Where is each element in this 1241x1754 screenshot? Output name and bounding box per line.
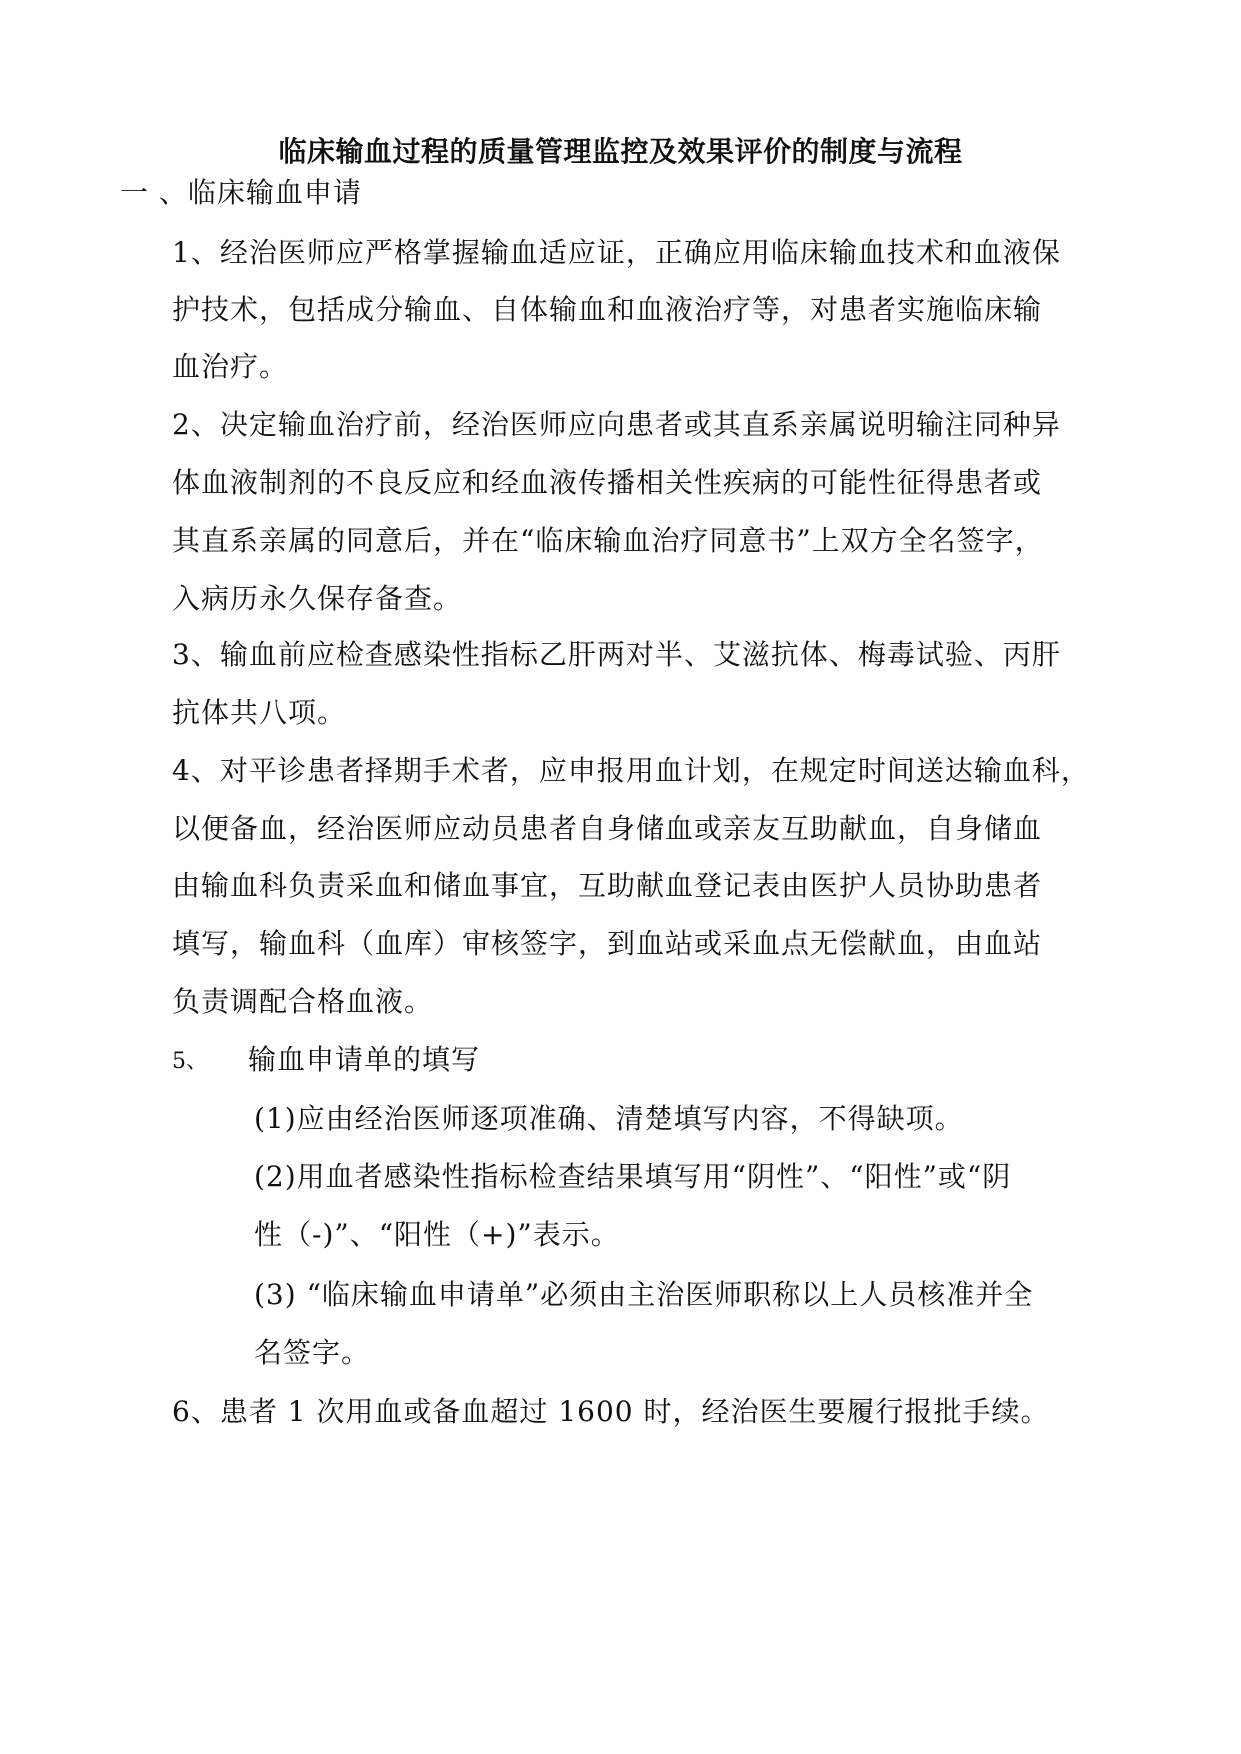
item-3-line-1: 3、输血前应检查感染性指标乙肝两对半、艾滋抗体、梅毒试验、丙肝 — [172, 638, 1061, 671]
item-4-line-3: 由输血科负责采血和储血事宜，互助献血登记表由医护人员协助患者 — [172, 869, 1043, 902]
item-4-line-5: 负责调配合格血液。 — [172, 985, 434, 1018]
item-2-line-1: 2、决定输血治疗前，经治医师应向患者或其直系亲属说明输注同种异 — [172, 408, 1061, 441]
item-1-line-3: 血治疗。 — [172, 350, 289, 383]
item-4-line-1: 4、对平诊患者择期手术者，应申报用血计划，在规定时间送达输血科， — [172, 754, 1090, 787]
item-5-number: 5、 — [172, 1049, 208, 1074]
item-5-sub-1: (1)应由经治医师逐项准确、清楚填写内容，不得缺项。 — [254, 1102, 964, 1135]
item-1-line-1: 1、经治医师应严格掌握输血适应证，正确应用临床输血技术和血液保 — [172, 236, 1061, 269]
item-3-line-2: 抗体共八项。 — [172, 696, 347, 729]
section-heading: 一 、临床输血申请 — [120, 176, 362, 209]
item-5-sub-2-line-2: 性（-)”、“阳性（+)”表示。 — [254, 1218, 620, 1251]
item-4-line-4: 填写，输血科（血库）审核签字，到血站或采血点无偿献血，由血站 — [172, 927, 1043, 960]
item-2-line-2: 体血液制剂的不良反应和经血液传播相关性疾病的可能性征得患者或 — [172, 466, 1043, 499]
item-5-sub-3-line-1: (3) “临床输血申请单”必须由主治医师职称以上人员核准并全 — [254, 1278, 1034, 1311]
item-5-sub-2-line-1: (2)用血者感染性指标检查结果填写用“阴性”、“阳性”或“阴 — [254, 1160, 1012, 1193]
item-2-line-4: 入病历永久保存备查。 — [172, 582, 463, 615]
item-2-line-3: 其直系亲属的同意后，并在“临床输血治疗同意书”上双方全名签字， — [172, 524, 1044, 557]
item-5-sub-3-line-2: 名签字。 — [254, 1336, 371, 1369]
document-title: 临床输血过程的质量管理监控及效果评价的制度与流程 — [278, 135, 963, 168]
item-4-line-2: 以便备血，经治医师应动员患者自身储血或亲友互助献血，自身储血 — [172, 812, 1043, 845]
item-5-label: 输血申请单的填写 — [248, 1043, 481, 1076]
item-1-line-2: 护技术，包括成分输血、自体输血和血液治疗等，对患者实施临床输 — [172, 293, 1043, 326]
item-6-line-1: 6、患者 1 次用血或备血超过 1600 时，经治医生要履行报批手续。 — [172, 1395, 1050, 1428]
